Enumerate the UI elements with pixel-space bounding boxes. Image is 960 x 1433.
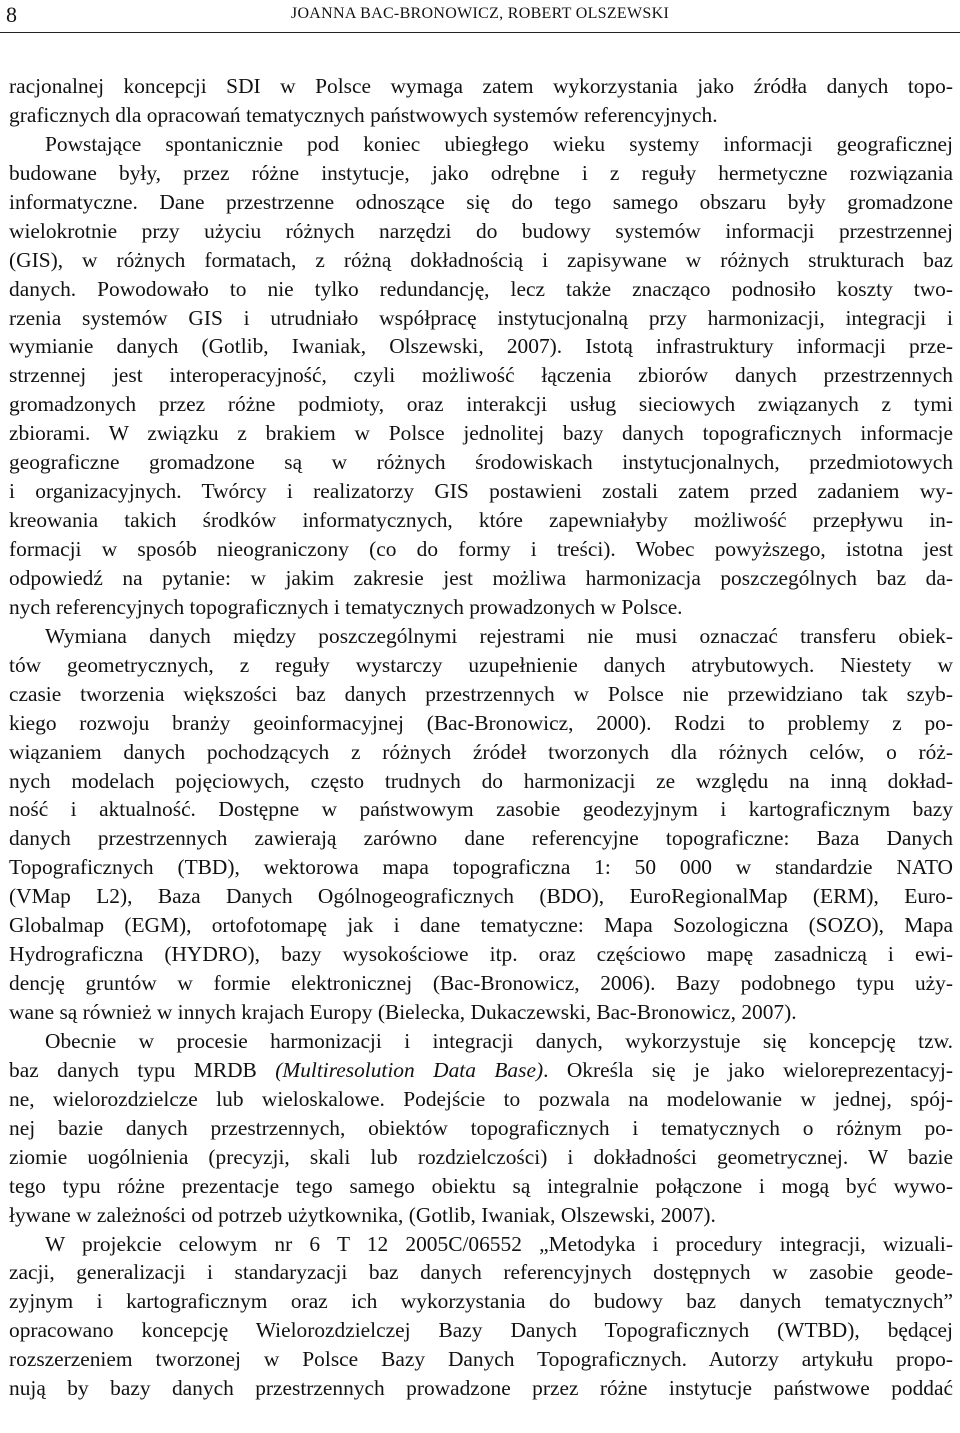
- text-line: odpowiedź na pytanie: w jakim zakresie jest możliwa harmonizacja poszczególnych baz da-: [9, 565, 953, 590]
- text-line: tów geometrycznych, z reguły wystarczy uzupełnienie danych atrybutowych. Niestety w: [9, 652, 953, 677]
- text-line: ność i aktualność. Dostępne w państwowym zasobie geodezyjnym i kartograficznym bazy: [9, 797, 953, 822]
- text-line: (VMap L2), Baza Danych Ogólnogeograficznych (BDO), EuroRegionalMap (ERM), Euro-: [9, 884, 953, 909]
- text-line: (GIS), w różnych formatach, z różną dokładnością i zapisywane w różnych strukturach baz: [9, 247, 953, 272]
- text-line: strzennej jest interoperacyjność, czyli możliwość łączenia zbiorów danych przestrzennych: [9, 363, 953, 388]
- text-line: geograficzne gromadzone są w różnych środowiskach instytucjonalnych, przedmiotowych: [9, 450, 953, 475]
- text-run: . Określa się je jako wieloreprezentacyj-: [543, 1057, 953, 1082]
- text-line: ływane w zależności od potrzeb użytkownika, (Gotlib, Iwaniak, Olszewski, 2007).: [9, 1202, 716, 1227]
- text-line: graficznych dla opracowań tematycznych państwowych systemów referencyjnych.: [9, 102, 718, 127]
- text-line: tego typu różne prezentacje tego samego obiektu są integralnie połączone i mogą być wywo-: [9, 1173, 953, 1198]
- text-line: danych. Powodowało to nie tylko redundancję, lecz także znacząco podnosiło koszty two-: [9, 276, 953, 301]
- text-line: budowane były, przez różne instytucje, jako odrębne i z reguły hermetyczne rozwiązania: [9, 160, 953, 185]
- text-line: wymianie danych (Gotlib, Iwaniak, Olszewski, 2007). Istotą infrastruktury informacji prze-: [9, 334, 953, 359]
- text-line: W projekcie celowym nr 6 T 12 2005C/06552 „Metodyka i procedury integracji, wizuali-: [45, 1231, 953, 1256]
- text-line: zbiorami. W związku z brakiem w Polsce jednolitej bazy danych topograficznych informacje: [9, 421, 953, 446]
- text-line: nej bazie danych przestrzennych, obiektów topograficznych i tematycznych o różnym po-: [9, 1115, 953, 1140]
- header-rule: [0, 32, 960, 33]
- text-line: rzenia systemów GIS i utrudniało współpracę instytucjonalną przy harmonizacji, integracji i: [9, 305, 953, 330]
- text-line: formacji w sposób nieograniczony (co do formy i treści). Wobec powyższego, istotna jest: [9, 537, 953, 561]
- text-line: wielokrotnie przy użyciu różnych narzędzi do budowy systemów informacji przestrzennej: [9, 218, 953, 243]
- text-line: informatyczne. Dane przestrzenne odnoszące się do tego samego obszaru były gromadzone: [9, 189, 953, 214]
- text-line: czasie tworzenia większości baz danych przestrzennych w Polsce nie przewidziano tak szyb-: [9, 681, 953, 706]
- text-line: Powstające spontanicznie pod koniec ubiegłego wieku systemy informacji geograficznej: [45, 131, 953, 156]
- text-line: Hydrograficzna (HYDRO), bazy wysokościowe itp. oraz częściowo mapę zasadniczą i ewi-: [9, 942, 953, 967]
- text-line: opracowano koncepcję Wielorozdzielczej Bazy Danych Topograficznych (WTBD), będącej: [9, 1318, 953, 1343]
- body-text: [9, 72, 953, 1403]
- text-line: kiego rozwoju branży geoinformacyjnej (Bac-Bronowicz, 2000). Rodzi to problemy z po-: [9, 710, 953, 735]
- text-line: i organizacyjnych. Twórcy i realizatorzy GIS postawieni zostali zatem przed zadaniem wy-: [9, 479, 953, 504]
- text-line: nych referencyjnych topograficznych i tematycznych prowadzonych w Polsce.: [9, 594, 683, 619]
- text-run: baz danych typu MRDB: [9, 1057, 276, 1082]
- text-line: dencję gruntów w formie elektronicznej (Bac-Bronowicz, 2006). Bazy podobnego typu uży-: [9, 971, 953, 996]
- text-line: zyjnym i kartograficznym oraz ich wykorzystania do budowy baz danych tematycznych”: [9, 1289, 953, 1314]
- text-line: Topograficznych (TBD), wektorowa mapa topograficzna 1: 50 000 w standardzie NATO: [9, 855, 953, 880]
- text-line: nych modelach pojęciowych, często trudnych do harmonizacji ze względu na inną dokład-: [9, 768, 953, 793]
- text-line: rozszerzeniem tworzonej w Polsce Bazy Danych Topograficznych. Autorzy artykułu propo-: [9, 1347, 953, 1372]
- text-line: [9, 1056, 953, 1085]
- text-line: Globalmap (EGM), ortofotomapę jak i dane tematyczne: Mapa Sozologiczna (SOZO), Mapa: [9, 913, 953, 938]
- text-line: racjonalnej koncepcji SDI w Polsce wymaga zatem wykorzystania jako źródła danych topo-: [9, 74, 953, 98]
- text-line: wane są również w innych krajach Europy (Bielecka, Dukaczewski, Bac-Bronowicz, 2007).: [9, 1000, 797, 1024]
- page-header: [0, 0, 960, 34]
- text-line: gromadzonych przez różne podmioty, oraz interakcji usług sieciowych związanych z tymi: [9, 392, 953, 417]
- italic-term: (Multiresolution Data Base): [275, 1057, 544, 1082]
- text-line: nują by bazy danych przestrzennych prowadzone przez różne instytucje państwowe poddać: [9, 1376, 953, 1401]
- text-line: ne, wielorozdzielcze lub wieloskalowe. Podejście to pozwala na modelowanie w jednej, spój-: [9, 1086, 953, 1111]
- text-line: wiązaniem danych pochodzących z różnych źródeł tworzonych dla różnych celów, o róż-: [9, 739, 953, 764]
- text-line: zacji, generalizacji i standaryzacji baz danych referencyjnych dostępnych w zasobie geode-: [9, 1260, 953, 1285]
- text-line: danych przestrzennych zawierają zarówno dane referencyjne topograficzne: Baza Danych: [9, 826, 953, 851]
- text-line: kreowania takich środków informatycznych, które zapewniałyby możliwość przepływu in-: [9, 508, 953, 533]
- running-head: JOANNA BAC-BRONOWICZ, ROBERT OLSZEWSKI: [290, 5, 670, 22]
- text-line: ziomie uogólnienia (precyzji, skali lub rozdzielczości) i dokładności geometrycznej. W bazie: [9, 1144, 953, 1169]
- page-number: 8: [6, 2, 17, 27]
- text-line: Wymiana danych między poszczególnymi rejestrami nie musi oznaczać transferu obiek-: [45, 623, 953, 648]
- text-line: Obecnie w procesie harmonizacji i integracji danych, wykorzystuje się koncepcję tzw.: [45, 1028, 953, 1053]
